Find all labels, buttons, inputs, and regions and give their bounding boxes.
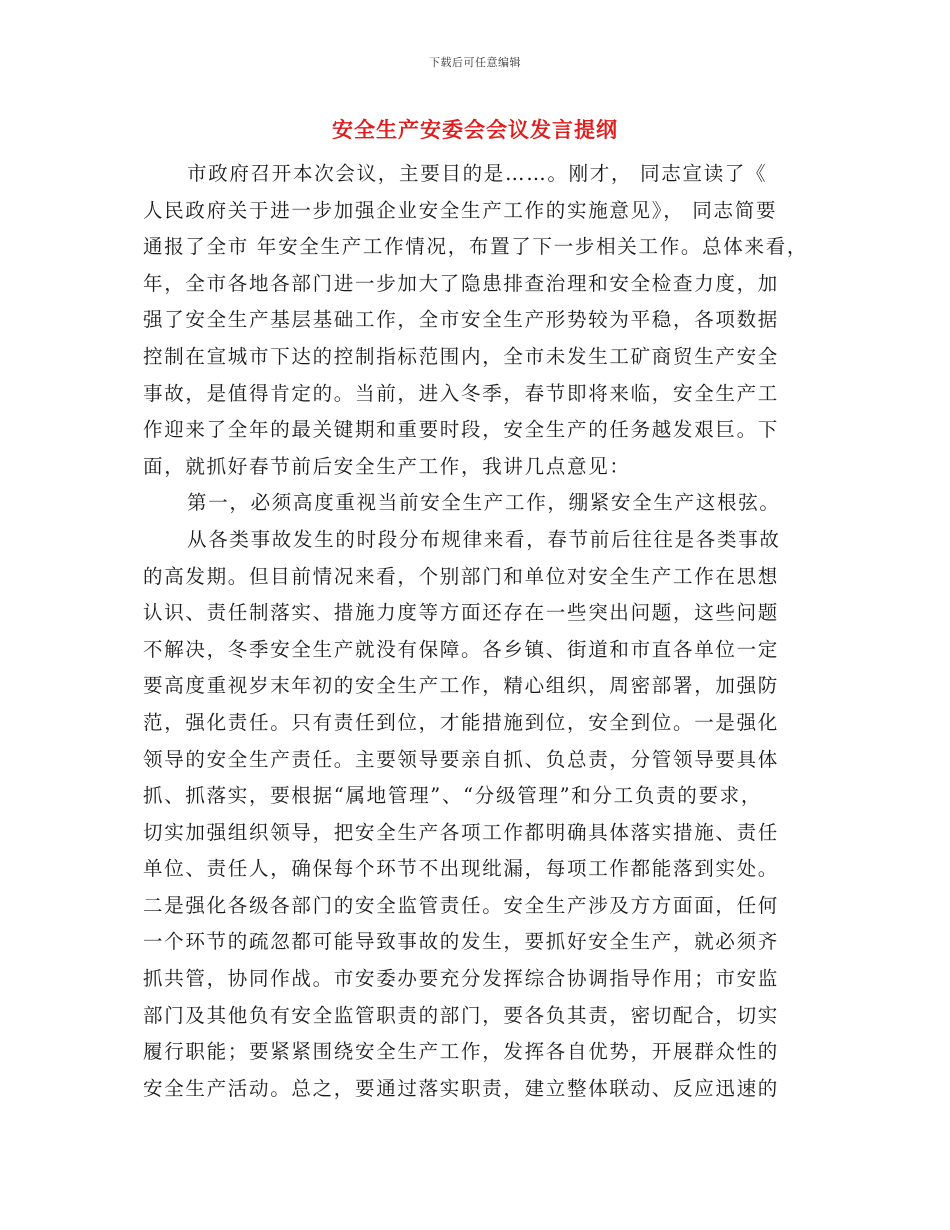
text-line: 抓共管，协同作战。市安委办要充分发挥综合协调指导作用；市安监 [143, 967, 780, 991]
text-line: 市政府召开本次会议，主要目的是……。刚才， 同志宣读了《 [187, 162, 768, 185]
text-line: 控制在宣城市下达的控制指标范围内，全市未发生工矿商贸生产安全 [143, 344, 780, 368]
text-line: 要高度重视岁末年初的安全生产工作，精心组织，周密部署，加强防 [143, 674, 780, 698]
text-line: 事故，是值得肯定的。当前，进入冬季，春节即将来临，安全生产工 [143, 381, 780, 405]
text-line: 切实加强组织领导，把安全生产各项工作都明确具体落实措施、责任 [143, 820, 780, 844]
document-title: 安全生产安委会会议发言提纲 [332, 117, 618, 142]
text-line: 二是强化各级各部门的安全监管责任。安全生产涉及方方面面，任何 [143, 893, 780, 917]
text-line: 抓、抓落实，要根据“属地管理”、“分级管理”和分工负责的要求， [143, 784, 763, 808]
text-line: 范，强化责任。只有责任到位，才能措施到位，安全到位。一是强化 [143, 710, 780, 734]
text-line: 从各类事故发生的时段分布规律来看，春节前后往往是各类事故 [187, 527, 781, 551]
text-line: 作迎来了全年的最关键期和重要时段，安全生产的任务越发艰巨。下 [143, 418, 780, 442]
text-line: 单位、责任人，确保每个环节不出现纰漏，每项工作都能落到实处。 [143, 857, 780, 881]
page-header: 下载后可任意编辑 [429, 56, 521, 69]
text-line: 认识、责任制落实、措施力度等方面还存在一些突出问题，这些问题 [143, 601, 780, 625]
text-line: 的高发期。但目前情况来看，个别部门和单位对安全生产工作在思想 [143, 564, 780, 588]
document-body [143, 156, 807, 1107]
text-line: 强了安全生产基层基础工作，全市安全生产形势较为平稳，各项数据 [143, 308, 780, 332]
text-line: 通报了全市 年安全生产工作情况，布置了下一步相关工作。总体来看， [143, 235, 809, 259]
text-line: 一个环节的疏忽都可能导致事故的发生，要抓好安全生产，就必须齐 [143, 930, 780, 954]
text-line: 安全生产活动。总之，要通过落实职责，建立整体联动、反应迅速的 [143, 1076, 780, 1100]
text-line: 履行职能；要紧紧围绕安全生产工作，发挥各自优势，开展群众性的 [143, 1040, 780, 1064]
text-line: 领导的安全生产责任。主要领导要亲自抓、负总责，分管领导要具体 [143, 747, 780, 771]
text-line: 部门及其他负有安全监管职责的部门，要各负其责，密切配合，切实 [143, 1003, 780, 1027]
text-line: 年，全市各地各部门进一步加大了隐患排查治理和安全检查力度，加 [143, 271, 780, 295]
text-line: 第一，必须高度重视当前安全生产工作，绷紧安全生产这根弦。 [187, 491, 781, 515]
text-line: 人民政府关于进一步加强企业安全生产工作的实施意见》， 同志简要 [143, 198, 778, 222]
text-line: 面，就抓好春节前后安全生产工作，我讲几点意见： [143, 454, 631, 478]
text-line: 不解决，冬季安全生产就没有保障。各乡镇、街道和市直各单位一定 [143, 637, 780, 661]
